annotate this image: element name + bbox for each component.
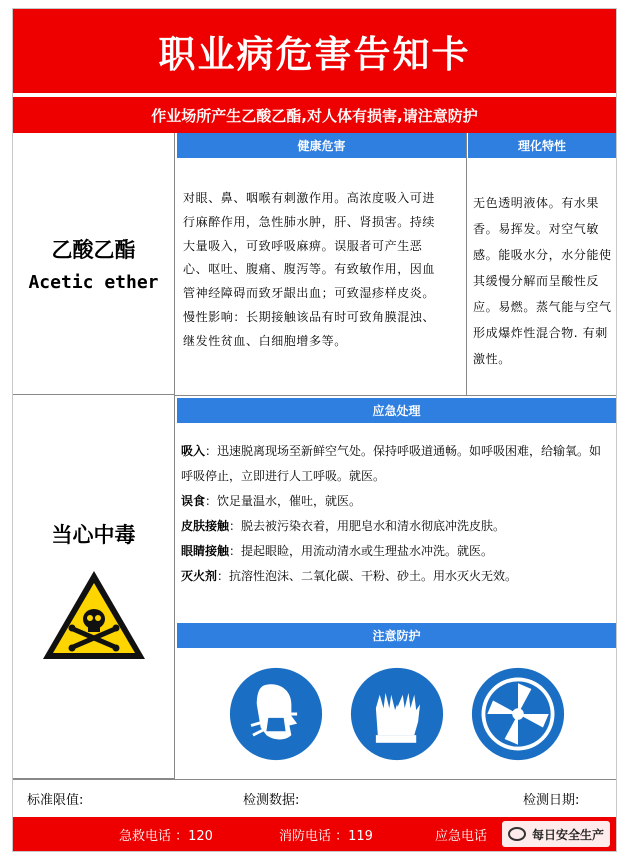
item-text: ：迅速脱离现场至新鲜空气处。保持呼吸道通畅。如呼吸困难，给输氧。如呼吸停止，立即进行人工呼吸。就医。 [181,444,602,483]
item-label: 误食 [181,494,206,508]
text-line: 激性。 [473,352,511,366]
text-line: 香。易挥发。对空气敏 [473,222,600,236]
health-hazard-header: 健康危害 [177,133,466,158]
protection-header: 注意防护 [177,623,616,648]
substance-name-cn: 乙酸乙酯 [51,238,136,262]
item-text: ：提起眼睑，用流动清水或生理盐水冲洗。就医。 [229,544,494,558]
limit-label: 标准限值: [27,793,84,808]
text-line: 对眼、鼻、咽喉有刺激作用。高浓度吸入可进 [183,191,436,205]
item-label: 灭火剂 [181,569,218,583]
emergency-item-inhale [181,439,612,489]
emergency-item-eye [181,539,612,564]
text-line: 形成爆炸性混合物. 有刺 [473,326,608,340]
item-text: ：抗溶性泡沫、二氧化碳、干粉、砂土。用水灭火无效。 [217,569,518,583]
warning-text: 当心中毒 [51,523,136,547]
emergency-item-ingest [181,489,612,514]
emergency-header: 应急处理 [177,398,616,423]
text-line: 慢性影响：长期接触该品有时可致角膜混浊、 [183,309,436,324]
text-line: 应。易燃。蒸气能与空气 [473,300,612,314]
substance-name-en: Acetic ether [28,272,159,293]
properties-header: 理化特性 [468,133,616,158]
protection-icons [177,649,616,779]
subtitle-bar [13,97,616,133]
text-line: 大量吸入，可致呼吸麻痹。误服者可产生恶 [183,238,423,253]
watermark-text: 每日安全生产 [531,827,604,842]
text-line: 继发性贫血、白细胞增多等。 [183,333,347,348]
text-line: 行麻醉作用，急性肺水肿，肝、肾损害。持续 [183,214,436,229]
emergency-item-skin [181,514,612,539]
text-line: 感。能吸水分，水分能使 [473,248,612,262]
item-text: ：脱去被污染衣着，用肥皂水和清水彻底冲洗皮肤。 [229,519,506,533]
text-line: 无色透明液体。有水果 [473,196,600,210]
emergency-item-fire [181,564,612,589]
title-bar [13,9,616,95]
item-text: ：饮足量温水，催吐，就医。 [205,494,362,508]
date-label: 检测日期: [523,793,580,808]
detection-info-row [13,779,616,817]
properties-text [473,190,621,372]
ventilation-fan-icon [470,666,566,762]
row-divider [175,395,616,396]
toxic-skull-warning-icon [39,567,149,663]
substance-cell [13,133,175,395]
emergency-text [177,425,616,589]
data-label: 检测数据: [243,793,300,808]
health-hazard-text [183,187,468,354]
respirator-mask-icon [228,666,324,762]
hazard-notice-card [12,8,617,852]
text-line: 管神经障碍而致牙龈出血；可致湿疹样皮炎。 [183,286,436,301]
emergency-phone: 应急电话 [435,828,488,844]
warning-cell [13,395,175,779]
text-line: 其缓慢分解而呈酸性反 [473,274,600,288]
item-label: 眼睛接触 [181,544,230,558]
subtitle: 作业场所产生乙酸乙酯,对人体有损害,请注意防护 [151,106,478,125]
fire-phone: 消防电话 ：119 [279,828,373,844]
phone-bar [13,817,616,851]
chat-bubble-icon [508,827,526,841]
item-label: 皮肤接触 [181,519,230,533]
page-title: 职业病危害告知卡 [158,33,471,76]
protective-gloves-icon [349,666,445,762]
text-line: 心、呕吐、腹痛、腹泻等。有致敏作用，因血 [183,262,436,277]
item-label: 吸入 [181,444,206,458]
watermark [502,821,610,847]
rescue-phone: 急救电话 ：120 [119,828,213,844]
